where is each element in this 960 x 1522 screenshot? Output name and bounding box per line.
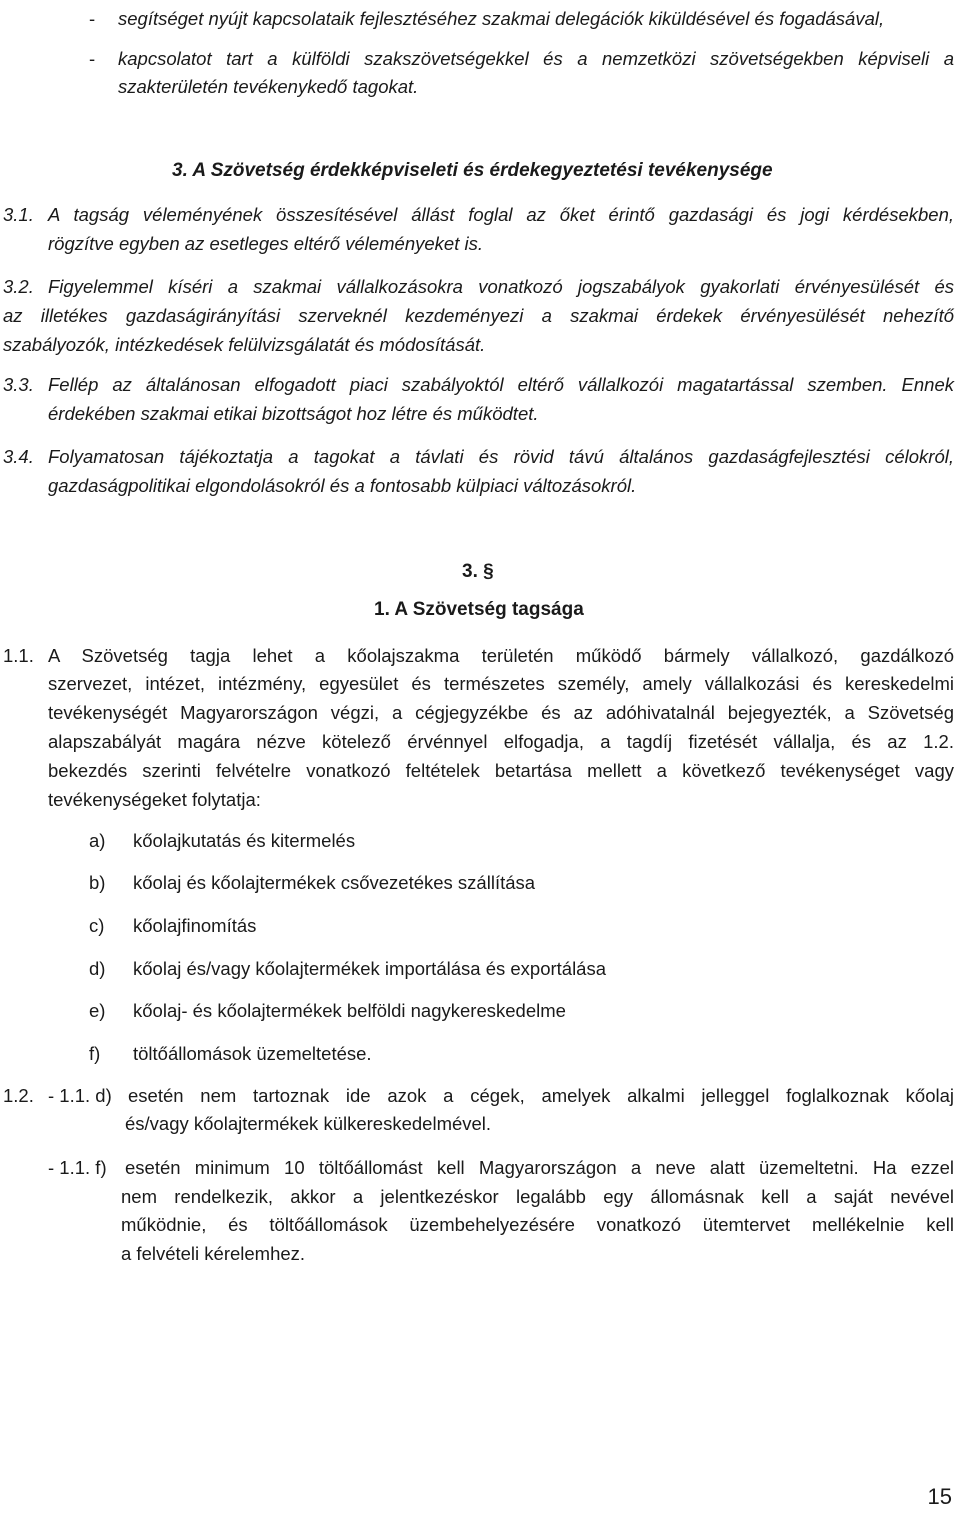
list-item: kőolaj és kőolajtermékek csővezetékes szállítása — [133, 872, 536, 893]
list-letter: a) — [89, 830, 106, 851]
paragraph-mark: 3. § — [462, 561, 494, 582]
item-text: alapszabályát magára nézve kötelező érvénnyel elfogadja, a tagdíj fizetését vállalja, és az 1.2. — [48, 731, 954, 752]
item-text: Folyamatosan tájékoztatja a tagokat a távlati és rövid távú általános gazdaságfejlesztési célokról, — [48, 446, 954, 467]
list-item: kőolajfinomítás — [133, 915, 257, 936]
bullet-text: segítséget nyújt kapcsolataik fejlesztéséhez szakmai delegációk kiküldésével és fogadásával, — [118, 8, 885, 29]
item-text: nem rendelkezik, akkor a jelentkezéskor legalább egy állomásnak kell a saját nevével — [121, 1186, 954, 1207]
item-number: 3.1. — [3, 204, 34, 225]
item-number: 3.3. — [3, 374, 34, 395]
item-text: esetén nem tartoznak ide azok a cégek, amelyek alkalmi jelleggel foglalkoznak kőolaj — [128, 1085, 954, 1106]
list-letter: f) — [89, 1043, 101, 1064]
item-text: A tagság véleményének összesítésével állást foglal az őket érintő gazdasági és jogi kérdésekben, — [48, 204, 954, 225]
item-text: bekezdés szerinti felvételre vonatkozó feltételek betartása mellett a következő tevékenységet vagy — [48, 760, 954, 781]
item-number: 1.1. — [3, 645, 34, 666]
list-item: kőolaj- és kőolajtermékek belföldi nagykereskedelme — [133, 1000, 566, 1021]
item-text: rögzítve egyben az esetleges eltérő véleményeket is. — [48, 233, 483, 254]
item-number: 3.4. — [3, 446, 34, 467]
item-text: működnie, és töltőállomások üzembehelyezésére vonatkozó ütemtervet mellékelnie kell — [121, 1214, 954, 1235]
item-text: az illetékes gazdaságirányítási szerveknél kezdeményezi a szakmai érdekek érvényesülését nehezítő — [3, 305, 954, 326]
page-number: 15 — [927, 1484, 952, 1509]
item-text: esetén minimum 10 töltőállomást kell Magyarországon a neve alatt üzemeltetni. Ha ezzel — [125, 1157, 954, 1178]
item-text: a felvételi kérelemhez. — [121, 1243, 306, 1264]
list-letter: d) — [89, 958, 106, 979]
list-item: töltőállomások üzemeltetése. — [133, 1043, 372, 1064]
item-text: Fellép az általánosan elfogadott piaci szabályoktól eltérő vállalkozói magatartással szemben. Ennek — [48, 374, 954, 395]
item-text: tevékenységét Magyarországon végzi, a cégjegyzékbe és az adóhivatalnál bejegyezték, a Szövetség — [48, 702, 954, 723]
item-lead: - 1.1. f) — [48, 1157, 107, 1178]
section-title: 1. A Szövetség tagsága — [374, 599, 584, 620]
item-text: érdekében szakmai etikai bizottságot hoz létre és működtet. — [48, 403, 539, 424]
bullet-text: kapcsolatot tart a külföldi szakszövetségekkel és a nemzetközi szövetségekben képviseli a — [118, 48, 954, 69]
bullet-text: szakterületén tevékenykedő tagokat. — [118, 76, 419, 97]
item-text: A Szövetség tagja lehet a kőolajszakma területén működő bármely vállalkozó, gazdálkozó — [48, 645, 954, 666]
item-text: szervezet, intézet, intézmény, egyesület és természetes személy, amely vállalkozási és kereskedelmi — [48, 673, 954, 694]
bullet-dash: - — [89, 8, 96, 29]
item-text: Figyelemmel kíséri a szakmai vállalkozásokra vonatkozó jogszabályok gyakorlati érvényesülését és — [48, 276, 954, 297]
item-text: tevékenységeket folytatja: — [48, 789, 261, 810]
item-text: szabályozók, intézkedések felülvizsgálatát és módosítását. — [3, 334, 486, 355]
item-number: 1.2. — [3, 1085, 34, 1106]
item-number: 3.2. — [3, 276, 34, 297]
item-text: és/vagy kőolajtermékek külkereskedelmével. — [125, 1113, 492, 1134]
bullet-dash: - — [89, 48, 96, 69]
list-letter: e) — [89, 1000, 106, 1021]
item-lead: - 1.1. d) — [48, 1085, 112, 1106]
section-title: 3. A Szövetség érdekképviseleti és érdekegyeztetési tevékenysége — [172, 160, 773, 181]
list-item: kőolaj és/vagy kőolajtermékek importálása és exportálása — [133, 958, 607, 979]
list-letter: b) — [89, 872, 106, 893]
list-letter: c) — [89, 915, 105, 936]
item-text: gazdaságpolitikai elgondolásokról és a fontosabb külpiaci változásokról. — [48, 475, 637, 496]
list-item: kőolajkutatás és kitermelés — [133, 830, 356, 851]
